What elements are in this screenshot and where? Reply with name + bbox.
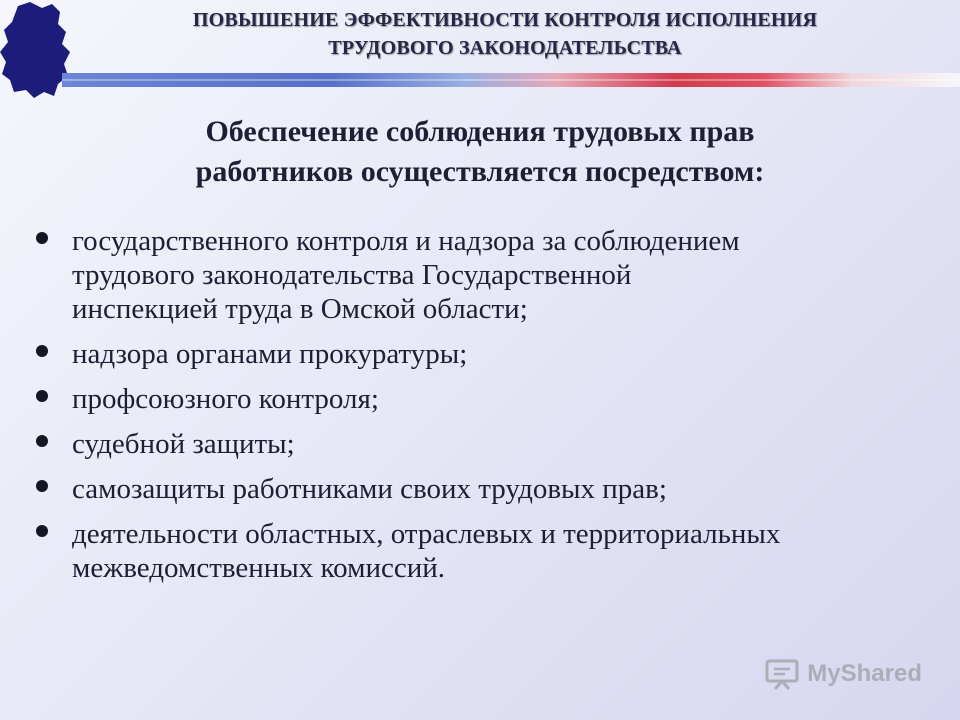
bullet-text-line: трудового законодательства Государственной [72,259,632,291]
bullet-text-line: профсоюзного контроля; [72,383,379,415]
bullet-text-line: деятельности областных, отраслевых и территориальных [72,518,781,550]
list-item [36,472,941,506]
bullet-icon [36,345,48,357]
bullet-text [72,382,941,416]
bullet-text [72,472,941,506]
watermark-text: MyShared [807,660,922,687]
presentation-board-icon [765,657,799,691]
slide-subtitle [70,112,890,192]
bullet-icon [36,525,48,537]
bullet-icon [36,232,48,244]
list-item [36,517,941,585]
list-item [36,427,941,461]
header-title [110,6,900,62]
bullet-text [72,337,941,371]
myshared-watermark[interactable] [765,656,922,692]
subtitle-line1: Обеспечение соблюдения трудовых прав [205,115,755,148]
subtitle-line2: работников осуществляется посредством: [195,155,765,188]
list-item [36,337,941,371]
list-item [36,382,941,416]
bullet-text [72,224,941,326]
bullet-list [36,224,941,596]
bullet-text-line: надзора органами прокуратуры; [72,338,468,370]
bullet-icon [36,435,48,447]
header-divider-bar [62,73,960,87]
bullet-text-line: судебной защиты; [72,428,295,460]
list-item [36,224,941,326]
bullet-text-line: межведомственных комиссий. [72,552,446,584]
header-title-line2: ТРУДОВОГО ЗАКОНОДАТЕЛЬСТВА [328,37,682,59]
bullet-text [72,517,941,585]
bullet-icon [36,390,48,402]
header-title-line1: ПОВЫШЕНИЕ ЭФФЕКТИВНОСТИ КОНТРОЛЯ ИСПОЛНЕНИЯ [192,9,818,31]
bullet-text [72,427,941,461]
bullet-text-line: государственного контроля и надзора за соблюдением [72,225,740,257]
bullet-text-line: инспекцией труда в Омской области; [72,293,528,325]
bullet-icon [36,480,48,492]
bullet-text-line: самозащиты работниками своих трудовых прав; [72,473,667,505]
